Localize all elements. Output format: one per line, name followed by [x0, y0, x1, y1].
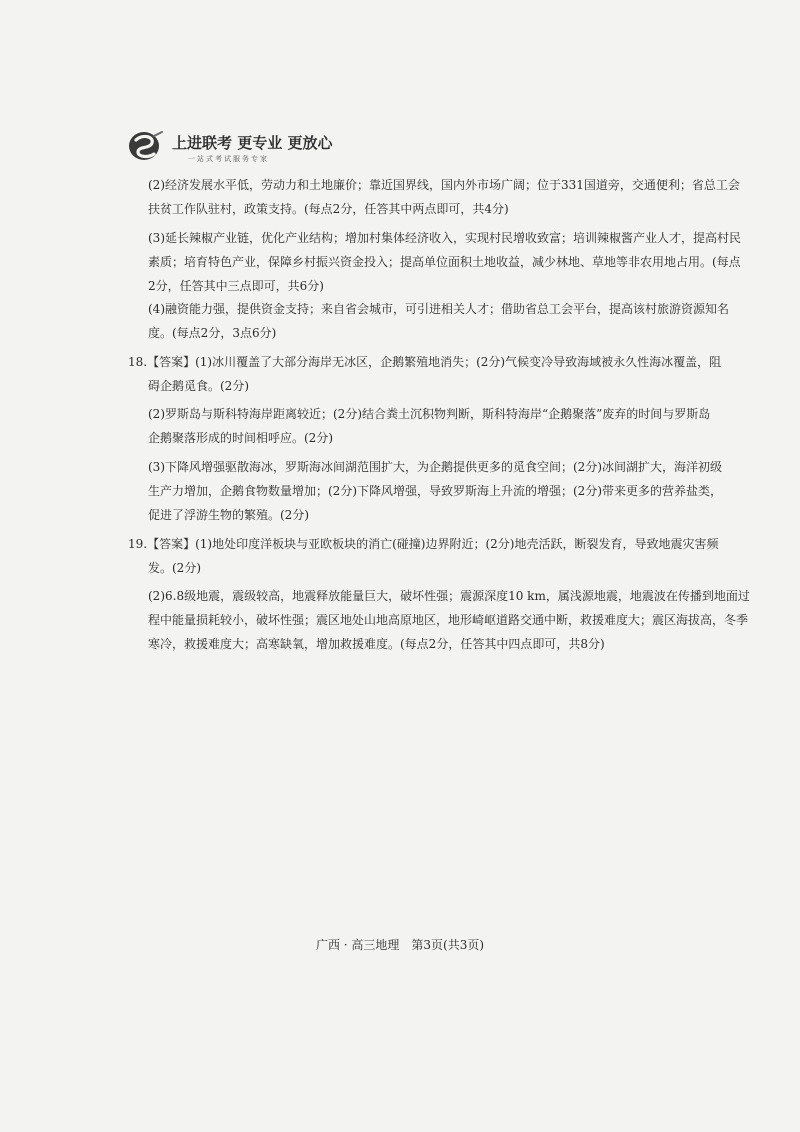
brand-slogan: 上进联考 更专业 更放心: [172, 134, 333, 152]
text-line: 18.【答案】(1)冰川覆盖了大部分海岸无冰区，企鹅繁殖地消失；(2分)气候变冷导致海域被永久性海冰覆盖，阻: [128, 355, 722, 369]
text-line: 2分，任答其中三点即可，共6分): [148, 279, 324, 293]
text-line: 发。(2分): [148, 561, 201, 575]
text-line: 碍企鹅觅食。(2分): [148, 379, 249, 393]
text-line: (3)下降风增强驱散海冰，罗斯海冰间湖范围扩大，为企鹅提供更多的觅食空间；(2分)冰间湖扩大，海洋初级: [148, 460, 723, 474]
text-line: 寒冷，救援难度大；高寒缺氧，增加救援难度。(每点2分，任答其中四点即可，共8分): [148, 637, 605, 651]
text-line: 度。(每点2分，3点6分): [148, 326, 277, 340]
text-line: (4)融资能力强，提供资金支持；来自省会城市，可引进相关人才；借助省总工会平台，提高该村旅游资源知名: [148, 302, 730, 316]
text-line: (2)6.8级地震，震级较高，地震释放能量巨大，破坏性强；震源深度10 km，属浅源地震，地震波在传播到地面过: [148, 589, 750, 603]
text-line: 19.【答案】(1)地处印度洋板块与亚欧板块的消亡(碰撞)边界附近；(2分)地壳活跃，断裂发育，导致地震灾害频: [128, 537, 719, 551]
text-line: (2)经济发展水平低，劳动力和土地廉价；靠近国界线，国内外市场广阔；位于331国道旁，交通便利；省总工会: [148, 178, 740, 192]
text-line: 素质；培育特色产业，保障乡村振兴资金投入；提高单位面积土地收益，减少林地、草地等非农用地占用。(每点: [148, 255, 741, 269]
logo-icon: [128, 130, 164, 162]
text-line: 程中能量损耗较小，破坏性强；震区地处山地高原地区，地形崎岖道路交通中断，救援难度大；震区海拔高，冬季: [148, 613, 749, 627]
text-line: 促进了浮游生物的繁殖。(2分): [148, 508, 309, 522]
brand-tagline: 一站式考试服务专家: [188, 155, 269, 163]
header-brand: [128, 128, 428, 168]
text-line: 企鹅聚落形成的时间相呼应。(2分): [148, 431, 333, 445]
text-line: (2)罗斯岛与斯科特海岸距离较近；(2分)结合粪土沉积物判断，斯科特海岸“企鹅聚落”废弃的时间与罗斯岛: [148, 407, 711, 421]
page-footer: 广西 · 高三地理 第3页(共3页): [315, 938, 485, 952]
text-line: 生产力增加，企鹅食物数量增加；(2分)下降风增强，导致罗斯海上升流的增强；(2分)带来更多的营养盐类，: [148, 484, 723, 498]
text-line: (3)延长辣椒产业链，优化产业结构；增加村集体经济收入，实现村民增收致富；培训辣椒酱产业人才，提高村民: [148, 231, 742, 245]
text-line: 扶贫工作队驻村，政策支持。(每点2分，任答其中两点即可，共4分): [148, 202, 509, 216]
